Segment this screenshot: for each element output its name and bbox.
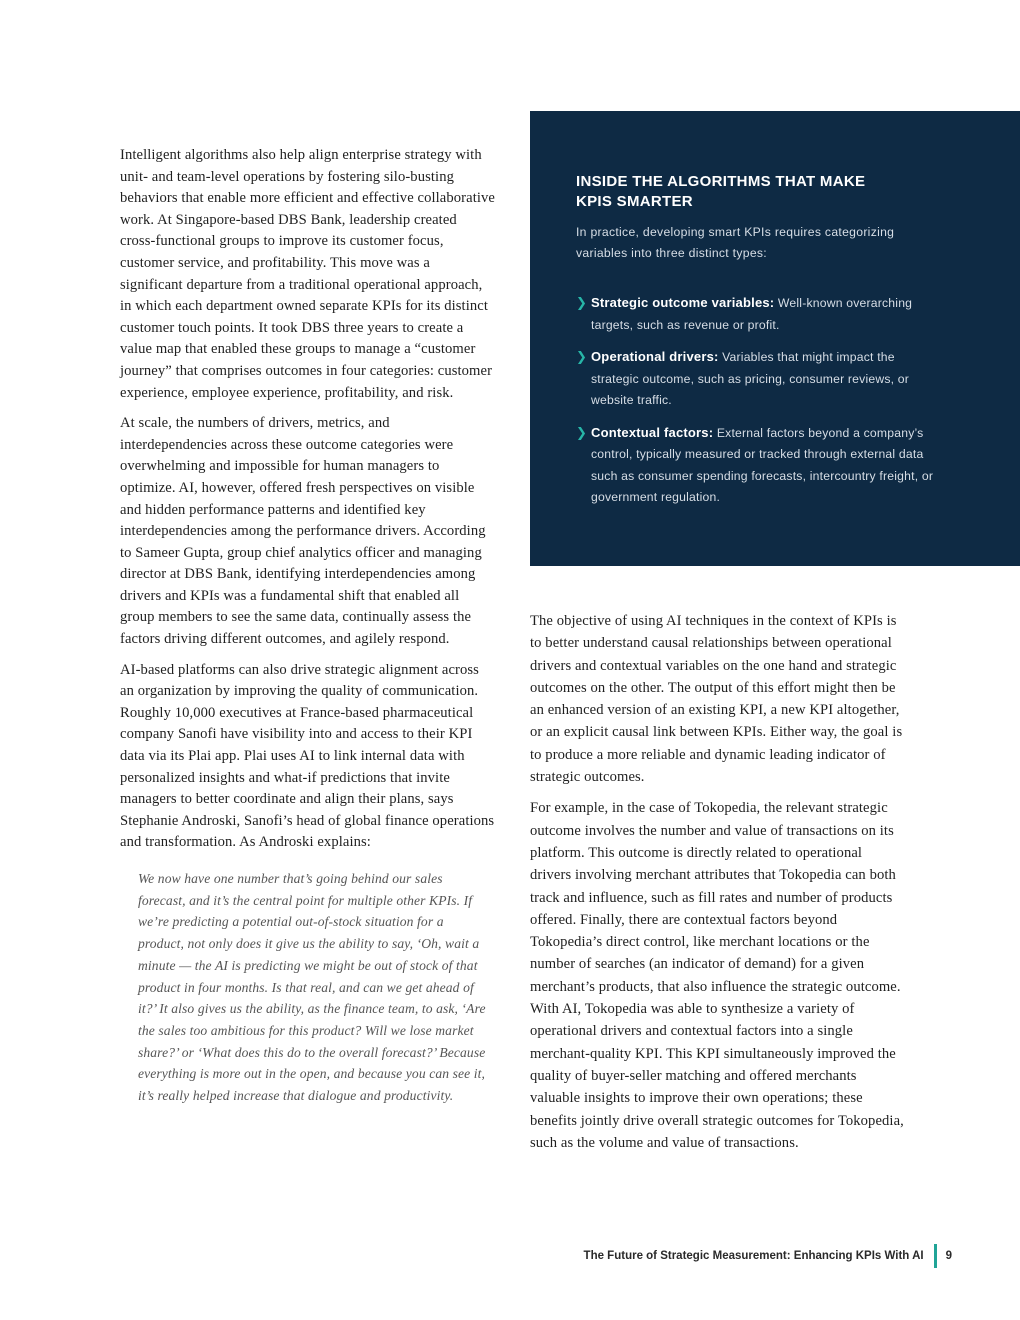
right-column (530, 610, 905, 1163)
left-column (120, 145, 495, 1107)
page-number: 9 (945, 1250, 952, 1262)
list-item (576, 292, 936, 336)
item-text: External factors beyond a company’s control, typically measured or tracked through external data such as consumer spending forecasts, intercountry freight, or government regulation. (591, 425, 934, 504)
sidebar-list (576, 292, 936, 519)
page-footer (584, 1244, 952, 1268)
sidebar-intro: In practice, developing smart KPIs requires categorizing variables into three distinct types: (576, 225, 895, 260)
body-paragraph: For example, in the case of Tokopedia, the relevant strategic outcome involves the number and value of transactions on its platform. This outcome is directly related to operational drivers involving merchant attributes that Tokopedia can both track and influence, such as fill rates and number of products offered. Finally, there are contextual factors beyond Tokopedia’s direct control, like merchant locations or the number of searches (an indicator of demand) for a given merchant’s products, that also influence the strategic outcome. With AI, Tokopedia was able to synthesize a variety of operational drivers and contextual factors into a single merchant-quality KPI. This KPI simultaneously improved the quality of buyer-seller matching and offered merchants valuable insights to improve their own operations; these benefits jointly drive overall strategic outcomes for Tokopedia, such as the volume and value of transactions. (530, 800, 904, 1151)
item-term: Strategic outcome variables: (591, 295, 775, 310)
footer-divider (934, 1244, 937, 1268)
item-term: Operational drivers: (591, 349, 719, 364)
item-term: Contextual factors: (591, 424, 714, 440)
list-item (576, 422, 936, 509)
chevron-right-icon: ❯ (576, 424, 588, 440)
body-paragraph: The objective of using AI techniques in the context of KPIs is to better understand causal relationships between operational drivers and contextual variables on the one hand and strategic outcomes on the other. The output of this effort might then be an enhanced version of an existing KPI, a new KPI altogether, or an explicit causal link between KPIs. Either way, the goal is to produce a more reliable and dynamic leading indicator of strategic outcomes. (530, 613, 903, 786)
sidebar-box (530, 111, 1020, 566)
item-text: Variables that might impact the strategic outcome, such as pricing, consumer reviews, or website traffic. (591, 350, 910, 407)
chevron-right-icon: ❯ (576, 349, 588, 364)
chevron-right-icon: ❯ (576, 295, 588, 310)
pull-quote: We now have one number that’s going behind our sales forecast, and it’s the central point for multiple other KPIs. If we’re predicting a potential out-of-stock situation for a product, not only does it give us the ability to say, ‘Oh, wait a minute — the AI is predicting we might be out of stock of that product in four months. Is that real, and can we get ahead of it?’ It also gives us the ability, as the finance team, to ask, ‘Are the sales too ambitious for this product? Will we lose market share?’ or ‘What does this do to the overall forecast?’ Because everything is more out in the open, and because you can see it, it’s really helped increase that dialogue and productivity. (138, 871, 486, 1104)
body-paragraph: Intelligent algorithms also help align enterprise strategy with unit- and team-level operations by fostering silo-busting behaviors that enable more efficient and effective collaborative work. At Singapore-based DBS Bank, leadership created cross-functional groups to improve its customer focus, customer service, and profitability. This move was a significant departure from a traditional operational approach, in which each department owned separate KPIs for its distinct customer touch points. It took DBS three years to create a value map that enabled these groups to manage a “customer journey” that comprises outcomes in four categories: customer experience, employee experience, profitability, and risk. (120, 147, 495, 401)
footer-title: The Future of Strategic Measurement: Enhancing KPIs With AI (583, 1250, 924, 1262)
item-text: Well-known overarching targets, such as revenue or profit. (591, 296, 913, 332)
sidebar-title: INSIDE THE ALGORITHMS THAT MAKE KPIS SMARTER (576, 173, 866, 210)
list-item (576, 346, 936, 412)
body-paragraph: At scale, the numbers of drivers, metrics, and interdependencies across these outcome categories were overwhelming and impossible for human managers to optimize. AI, however, offered fresh perspectives on visible and hidden performance patterns and identified key interdependencies among the performance drivers. According to Sameer Gupta, group chief analytics officer and managing director at DBS Bank, identifying interdependencies among drivers and KPIs was a fundamental shift that enabled all group members to see the same data, continually assess the factors driving different outcomes, and agilely respond. (120, 415, 486, 648)
body-paragraph: AI-based platforms can also drive strategic alignment across an organization by improving the quality of communication. Roughly 10,000 executives at France-based pharmaceutical company Sanofi have visibility into and access to their KPI data via its Plai app. Plai uses AI to link internal data with personalized insights and what-if predictions that invite managers to better coordinate and align their plans, says Stephanie Androski, Sanofi’s head of global finance operations and transformation. As Androski explains: (120, 661, 495, 851)
